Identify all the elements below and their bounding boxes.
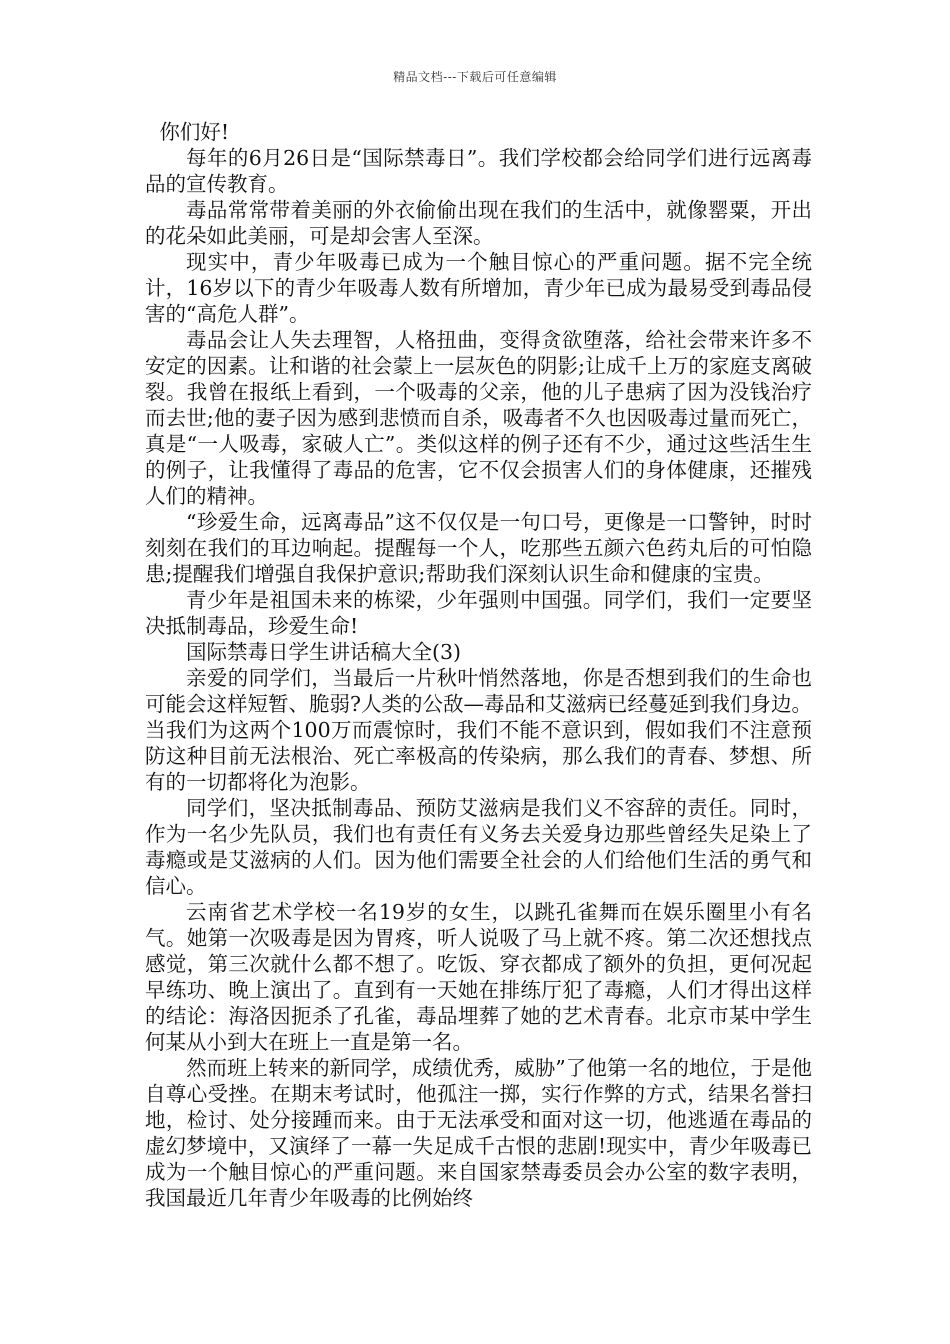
document-body — [145, 119, 812, 1211]
paragraph: “珍爱生命，远离毒品”这不仅仅是一句口号，更像是一口警钟，时时刻刻在我们的耳边响起。提醒每一个人，吃那些五颜六色药丸后的可怕隐患;提醒我们增强自我保护意识;帮助我们深刻认识生命和健康的宝贵。 — [145, 510, 812, 586]
paragraph-greeting: 你们好! — [159, 120, 230, 144]
paragraph: 青少年是祖国未来的栋梁，少年强则中国强。同学们，我们一定要坚决抵制毒品，珍爱生命! — [145, 588, 812, 638]
paragraph: 同学们，坚决抵制毒品、预防艾滋病是我们义不容辞的责任。同时，作为一名少先队员，我们也有责任有义务去关爱身边那些曾经失足染上了毒瘾或是艾滋病的人们。因为他们需要全社会的人们给他们生活的勇气和信心。 — [145, 796, 812, 898]
paragraph: 每年的6月26日是“国际禁毒日”。我们学校都会给同学们进行远离毒品的宣传教育。 — [145, 146, 812, 196]
paragraph: 毒品会让人失去理智，人格扭曲，变得贪欲堕落，给社会带来许多不安定的因素。让和谐的社会蒙上一层灰色的阴影;让成千上万的家庭支离破裂。我曾在报纸上看到，一个吸毒的父亲，他的儿子患病了因为没钱治疗而去世;他的妻子因为感到悲愤而自杀，吸毒者不久也因吸毒过量而死亡，真是“一人吸毒，家破人亡”。类似这样的例子还有不少，通过这些活生生的例子，让我懂得了毒品的危害，它不仅会损害人们的身体健康，还摧残人们的精神。 — [145, 328, 812, 508]
paragraph: 云南省艺术学校一名19岁的女生，以跳孔雀舞而在娱乐圈里小有名气。她第一次吸毒是因为胃疼，听人说吸了马上就不疼。第二次还想找点感觉，第三次就什么都不想了。吃饭、穿衣都成了额外的负担，更何况起早练功、晚上演出了。直到有一天她在排练厅犯了毒瘾，人们才得出这样的结论：海洛因扼杀了孔雀，毒品埋葬了她的艺术青春。北京市某中学生何某从小到大在班上一直是第一名。 — [145, 900, 812, 1054]
page-header: 精品文档---下载后可任意编辑 — [393, 70, 557, 84]
paragraph: 亲爱的同学们，当最后一片秋叶悄然落地，你是否想到我们的生命也可能会这样短暂、脆弱?人类的公敌—毒品和艾滋病已经蔓延到我们身边。当我们为这两个100万而震惊时，我们不能不意识到，假如我们不注意预防这种目前无法根治、死亡率极高的传染病，那么我们的青春、梦想、所有的一切都将化为泡影。 — [145, 666, 812, 794]
section-heading: 国际禁毒日学生讲话稿大全(3) — [186, 640, 462, 664]
paragraph: 然而班上转来的新同学，成绩优秀，威胁”了他第一名的地位，于是他自尊心受挫。在期末考试时，他孤注一掷，实行作弊的方式，结果名誉扫地，检讨、处分接踵而来。由于无法承受和面对这一切，他逃遁在毒品的虚幻梦境中，又演绎了一幕一失足成千古恨的悲剧!现实中，青少年吸毒已成为一个触目惊心的严重问题。来自国家禁毒委员会办公室的数字表明，我国最近几年青少年吸毒的比例始终 — [145, 1056, 812, 1210]
paragraph: 毒品常常带着美丽的外衣偷偷出现在我们的生活中，就像罂粟，开出的花朵如此美丽，可是却会害人至深。 — [145, 198, 812, 248]
paragraph: 现实中，青少年吸毒已成为一个触目惊心的严重问题。据不完全统计，16岁以下的青少年吸毒人数有所增加，青少年已成为最易受到毒品侵害的“高危人群”。 — [145, 250, 812, 326]
